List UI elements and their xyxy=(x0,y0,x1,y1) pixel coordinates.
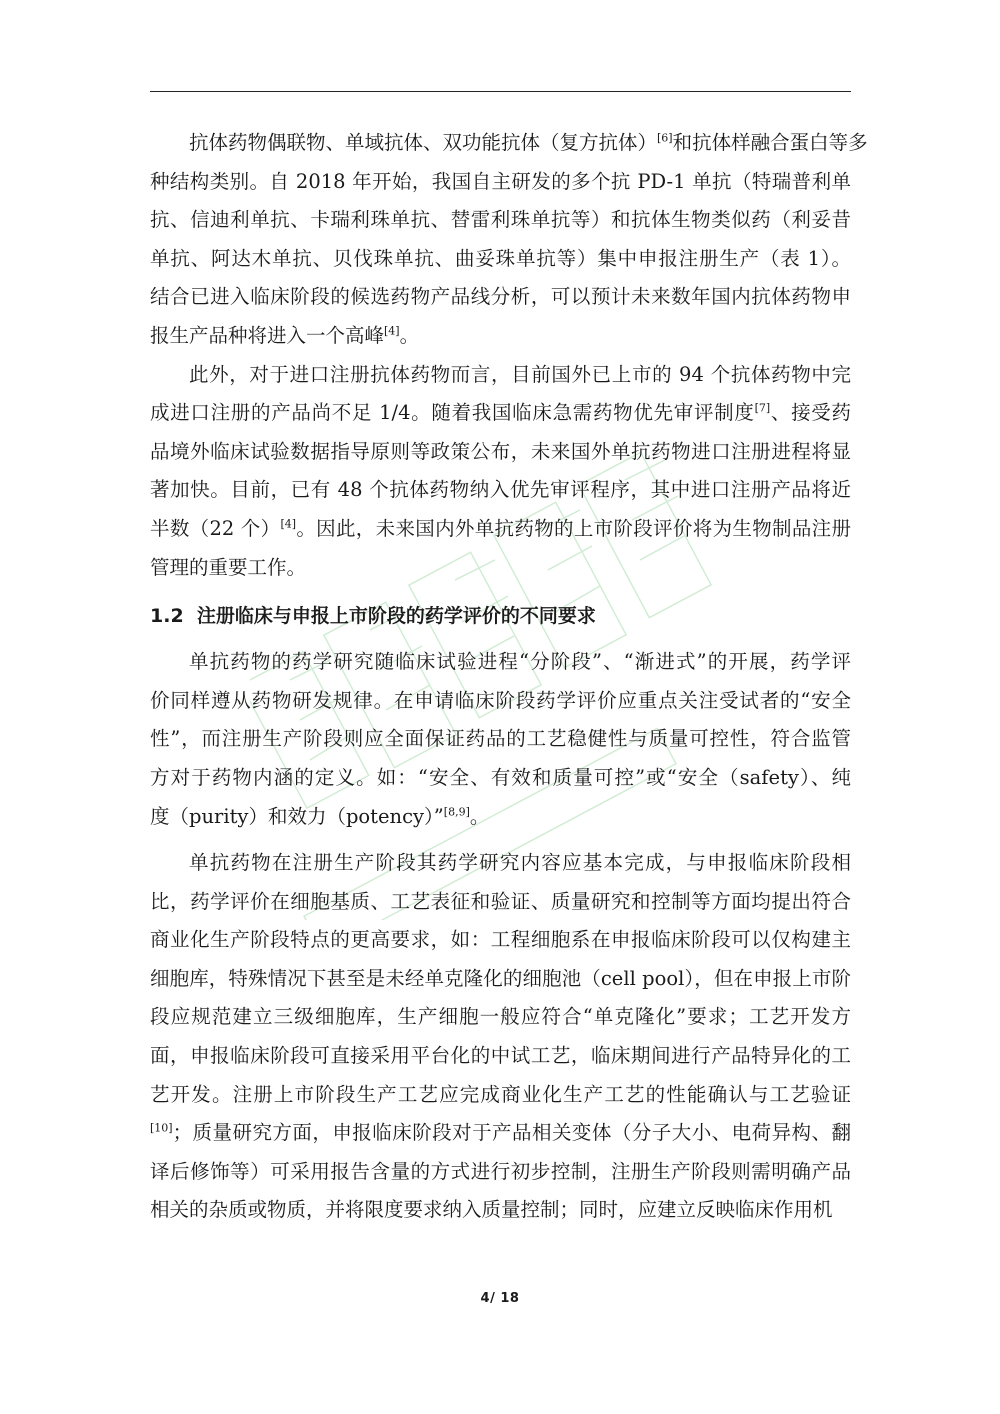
paragraph xyxy=(150,124,868,356)
text-run: 半数（22 个） xyxy=(150,516,281,540)
text-line xyxy=(150,643,851,682)
text-run: 、接受药 xyxy=(770,401,851,425)
header-rule xyxy=(150,91,851,92)
text-line xyxy=(150,1153,851,1192)
paragraph xyxy=(150,643,851,836)
text-line xyxy=(150,960,851,999)
text-run: ；质量研究方面，申报临床阶段对于产品相关变体（分子大小、电荷异构、翻 xyxy=(172,1121,851,1145)
text-line xyxy=(150,798,851,837)
text-line xyxy=(150,394,851,433)
section-heading xyxy=(150,597,851,635)
text-run: 抗体药物偶联物、单域抗体、双功能抗体（复方抗体） xyxy=(189,131,658,154)
text-line xyxy=(150,317,851,356)
text-line xyxy=(150,682,851,721)
text-run: 度（purity）和效力（potency）” xyxy=(150,804,444,828)
text-run: 抗、信迪利单抗、卡瑞利珠单抗、替雷利珠单抗等）和抗体生物类似药（利妥昔 xyxy=(150,208,851,232)
text-run: 著加快。目前，已有 48 个抗体药物纳入优先审评程序，其中进口注册产品将近 xyxy=(150,478,851,502)
citation-ref: [8,9] xyxy=(443,805,470,818)
text-line xyxy=(150,1076,851,1115)
text-line xyxy=(150,471,851,510)
text-run: 成进口注册的产品尚不足 1/4。随着我国临床急需药物优先审评制度 xyxy=(150,401,755,425)
citation-ref: [10] xyxy=(150,1121,173,1135)
text-line xyxy=(150,1114,851,1153)
text-run: 性”，而注册生产阶段则应全面保证药品的工艺稳健性与质量可控性，符合监管 xyxy=(150,727,851,751)
text-line xyxy=(150,201,851,240)
text-line xyxy=(150,1191,851,1230)
text-run: 。因此，未来国内外单抗药物的上市阶段评价将为生物制品注册 xyxy=(296,516,851,540)
text-run: 段应规范建立三级细胞库，生产细胞一般应符合“单克隆化”要求；工艺开发方 xyxy=(150,1005,851,1029)
text-run: 品境外临床试验数据指导原则等政策公布，未来国外单抗药物进口注册进程将显 xyxy=(150,439,851,463)
page-number: 4/ 18 xyxy=(480,1291,520,1306)
text-run: 相关的杂质或物质，并将限度要求纳入质量控制；同时，应建立反映临床作用机 xyxy=(150,1198,833,1222)
text-run: 种结构类别。自 2018 年开始，我国自主研发的多个抗 PD-1 单抗（特瑞普利单 xyxy=(150,169,851,193)
text-line xyxy=(150,1037,851,1076)
paragraph xyxy=(150,844,851,1230)
body-content xyxy=(150,124,868,1230)
text-run: 艺开发。注册上市阶段生产工艺应完成商业化生产工艺的性能确认与工艺验证 xyxy=(150,1082,851,1106)
section-title: 注册临床与申报上市阶段的药学评价的不同要求 xyxy=(196,605,596,628)
text-line xyxy=(150,998,851,1037)
citation-ref: [4] xyxy=(280,517,297,531)
text-line xyxy=(150,883,851,922)
citation-ref: [4] xyxy=(384,324,400,338)
text-run: 此外，对于进口注册抗体药物而言，目前国外已上市的 94 个抗体药物中完 xyxy=(189,362,851,386)
paragraph xyxy=(150,356,851,588)
text-line xyxy=(150,549,851,588)
text-line xyxy=(150,356,851,395)
text-line xyxy=(150,510,851,549)
text-line xyxy=(150,124,868,163)
citation-ref: [7] xyxy=(754,401,771,415)
text-line xyxy=(150,759,851,798)
text-line xyxy=(150,433,851,472)
text-line xyxy=(150,720,851,759)
text-line xyxy=(150,844,851,883)
text-run: 商业化生产阶段特点的更高要求，如：工程细胞系在申报临床阶段可以仅构建主 xyxy=(150,928,851,952)
text-run: 单抗药物的药学研究随临床试验进程“分阶段”、“渐进式”的开展，药学评 xyxy=(189,650,851,674)
text-line xyxy=(150,163,851,202)
text-run: 和抗体样融合蛋白等多 xyxy=(672,131,868,154)
text-line xyxy=(150,240,851,279)
section-number: 1.2 xyxy=(150,605,184,628)
citation-ref: [6] xyxy=(657,131,673,145)
text-run: 比，药学评价在细胞基质、工艺表征和验证、质量研究和控制等方面均提出符合 xyxy=(150,889,851,913)
text-run: 译后修饰等）可采用报告含量的方式进行初步控制，注册生产阶段则需明确产品 xyxy=(150,1159,851,1183)
text-run: 管理的重要工作。 xyxy=(150,555,307,579)
text-run: 单抗、阿达木单抗、贝伐珠单抗、曲妥珠单抗等）集中申报注册生产（表 1）。 xyxy=(150,246,851,270)
text-line xyxy=(150,278,851,317)
text-run: 。 xyxy=(399,323,420,347)
text-run: 。 xyxy=(469,804,490,828)
text-run: 单抗药物在注册生产阶段其药学研究内容应基本完成，与申报临床阶段相 xyxy=(189,851,851,875)
text-line xyxy=(150,921,851,960)
text-run: 报生产品种将进入一个高峰 xyxy=(150,323,385,347)
text-run: 方对于药物内涵的定义。如：“安全、有效和质量可控”或“安全（safety）、纯 xyxy=(150,765,851,789)
text-run: 结合已进入临床阶段的候选药物产品线分析，可以预计未来数年国内抗体药物申 xyxy=(150,285,851,309)
text-run: 价同样遵从药物研发规律。在申请临床阶段药学评价应重点关注受试者的“安全 xyxy=(150,688,851,712)
text-run: 面，申报临床阶段可直接采用平台化的中试工艺，临床期间进行产品特异化的工 xyxy=(150,1044,851,1068)
text-run: 细胞库，特殊情况下甚至是未经单克隆化的细胞池（cell pool），但在申报上市阶 xyxy=(150,966,851,990)
